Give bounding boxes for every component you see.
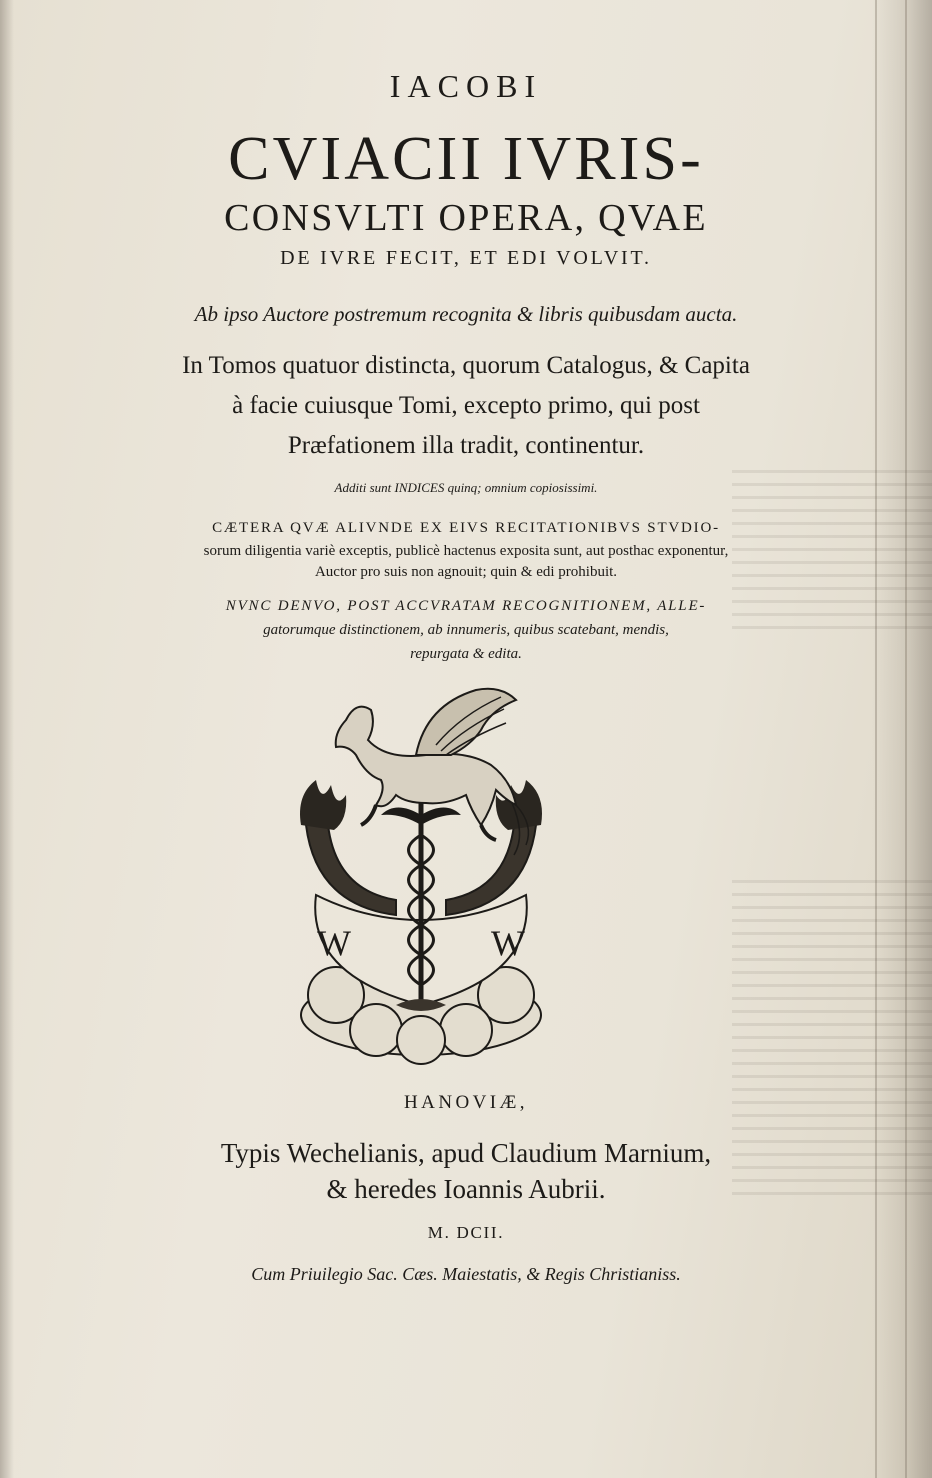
- subtitle: Ab ipso Auctore postremum recognita & libris quibusdam aucta.: [194, 302, 738, 326]
- notice-line: CÆTERA QVÆ ALIVNDE EX EIVS RECITATIONIBVS STVDIO-: [212, 520, 720, 536]
- author-first-name: IACOBI: [389, 68, 543, 104]
- edition-note: repurgata & edita.: [410, 646, 522, 662]
- pegasus-printers-mark-icon: [276, 685, 566, 1065]
- imprint-printer: Typis Wechelianis, apud Claudium Marnium,: [220, 1138, 712, 1168]
- imprint-printer: & heredes Ioannis Aubrii.: [326, 1174, 606, 1204]
- edition-note: NVNC DENVO, POST ACCVRATAM RECOGNITIONEM, ALLE-: [225, 598, 707, 614]
- imprint-date: M. DCII.: [427, 1223, 505, 1242]
- title-line: DE IVRE FECIT, ET EDI VOLVIT.: [280, 247, 652, 269]
- notice-line: sorum diligentia variè exceptis, publicè hactenus exposita sunt, aut posthac exponentur,: [203, 543, 729, 559]
- imprint-place: HANOVIÆ,: [404, 1092, 528, 1113]
- indices-note: Additi sunt INDICES quinq; omnium copiosissimi.: [334, 480, 598, 495]
- edition-note: gatorumque distinctionem, ab innumeris, quibus scatebant, mendis,: [263, 622, 669, 638]
- privilege-line: Cum Priuilegio Sac. Cæs. Maiestatis, & Regis Christianiss.: [251, 1264, 681, 1284]
- contents-line: Præfationem illa tradit, continentur.: [287, 432, 645, 459]
- contents-line: In Tomos quatuor distincta, quorum Catalogus, & Capita: [182, 352, 750, 379]
- title-line: CONSVLTI OPERA, QVAE: [224, 197, 708, 239]
- monogram-left: W: [317, 923, 351, 963]
- notice-line: Auctor pro suis non agnouit; quin & edi prohibuit.: [314, 564, 618, 580]
- monogram-right: W: [491, 923, 525, 963]
- contents-line: à facie cuiusque Tomi, excepto primo, qui post: [232, 392, 700, 419]
- author-name: CVIACII IVRIS-: [228, 125, 704, 193]
